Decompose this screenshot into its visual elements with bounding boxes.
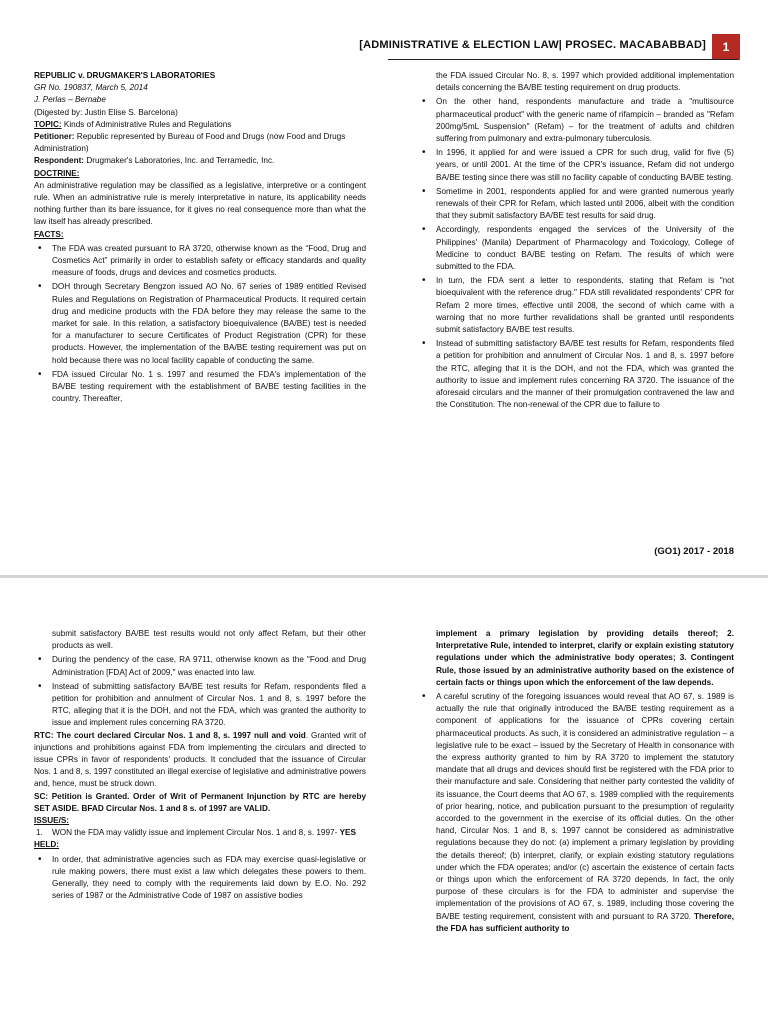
topic-line [34,119,366,131]
held-analysis-text: A careful scrutiny of the foregoing issuances would reveal that AO 67, s. 1989 is actually the rule that originally introduced the BA/BE testing requirement as a component of applications for the issuance of CPRs covering certain pharmaceutical products. As such, it is considered an administrative regulation – a legislative rule to be exact – issued by the Secretary of Health in consonance with the express authority granted to him by RA 3720 to implement the statutory mandate that all drugs and devices should first be registered with the FDA prior to their manufacture and sale. Considering that neither party contested the validity of its issuance, the Court deems that AO 67, s. 1989 complied with the requirements of prior hearing, notice, and publication pursuant to the presumption of regularity accorded to the government in the exercise of its official duties. On the other hand, Circular Nos. 1 and 8, s. 1997 cannot be considered as administrative regulations because they do not: (a) implement a primary legislation by providing the details thereof; (b) interpret, clarify, or explain existing statutory regulations under which the FDA operates; and/or (c) ascertain the existence of certain facts or things upon which the enforcement of RA 3720 depends. In fact, the only purpose of these circulars is for the FDA to administer and supervise the implementation of the provisions of AO 67, s. 1989, including those covering the BA/BE testing requirement, consistent with and pursuant to RA 3720. [436,692,734,921]
page2-left-column [34,628,366,902]
petitioner-label: Petitioner: [34,132,75,142]
list-item: • Instead of submitting satisfactory BA/BE test results for Refam, respondents filed a petition for prohibition and annulment of Circular Nos. 1 and 8, s. 1997 before the RTC, alleging that it is the DOH, and not the FDA, which was granted the authority to issue and implement rules concerning RA 3720. The issuance of the aforesaid circulars and the manner of their promulgation contravened the law and the Constitution. The non-renewal of the CPR due to failure to [418,338,734,411]
topic-label: TOPIC: [34,119,62,129]
list-item [418,691,734,935]
respondent-line [34,155,366,167]
petitioner-text: Republic represented by Bureau of Food and Drugs (now Food and Drugs Administration) [34,132,346,154]
held-list [34,854,366,903]
held-heading: HELD: [34,840,60,850]
case-gr-number: GR No. 190837, March 5, 2014 [34,83,148,93]
facts-heading: FACTS: [34,229,64,239]
issue-text: WON the FDA may validly issue and implement Circular Nos. 1 and 8, s. 1997- [52,828,340,838]
held-list-continued [418,691,734,935]
list-item: • Accordingly, respondents engaged the services of the University of the Philippines' (Manila) Department of Pharmacology and Toxicology, College of Medicine to conduct BA/BE testing on Refam. The results of which were submitted to the FDA. [418,224,734,273]
case-title: REPUBLIC v. DRUGMAKER'S LABORATORIES [34,71,216,80]
list-item [34,827,366,839]
list-item: • During the pendency of the case, RA 9711, otherwise known as the "Food and Drug Administration [FDA] Act of 2009," was enacted into law. [34,654,366,678]
page1-right-column [418,70,734,411]
rtc-label: RTC: The court declared Circular Nos. 1 and 8, s. 1997 null and void [34,730,306,740]
rtc-text: . Granted writ of injunctions and prohibitions against FDA from implementing the circulars and directed to issue CPRs in favor of respondents' products. It concluded that the issuance of Circular Nos. 1 and 8, s. 1997 constituted an illegal exercise of legislative and administrative powers and, hence, must be struck down. [34,730,366,789]
facts-list-p2 [34,654,366,729]
respondent-label: Respondent: [34,156,85,166]
page1-left-column [34,70,366,405]
topic-text: Kinds of Administrative Rules and Regulations [61,119,232,129]
sc-ruling: SC: Petition is Granted. Order of Writ of Permanent Injunction by RTC are hereby SET ASIDE. BFAD Circular Nos. 1 and 8 s. of 1997 are VALID. [34,791,366,813]
doctrine-heading: DOCTRINE: [34,168,80,178]
list-item: • In 1996, it applied for and were issued a CPR for such drug, valid for five (5) years, or until 2001. At the time of the CPR's issuance, Refam did not undergo BA/BE testing since there was still no facility capable of conducting BA/BE testing. [418,147,734,184]
facts-list [34,243,366,406]
petitioner-line [34,131,366,155]
rtc-ruling [34,730,366,791]
document-page-2 [0,578,768,1024]
list-item: • DOH through Secretary Bengzon issued AO No. 67 series of 1989 entitled Revised Rules and Regulations on Registration of Pharmaceutical Products. It required certain drug and medicine products with the FDA before they may release the same to the market for sale. In this relation, a satisfactory bioequivalence (BA/BE) test is needed for a manufacturer to secure Certificates of Product Registration (CPR) for these products. However, the implementation of the BA/BE testing requirement was put on hold because there was no local facility capable of conducting the same. [34,281,366,366]
held-kinds-of-rules: implement a primary legislation by providing details thereof; 2. Interpretative Rule, intended to interpret, clarify or explain existing statutory regulations under which the administrative body operates; 3. Contingent Rule, those issued by an administrative authority based on the existence of certain facts or things upon which the enforcement of the law depends. [436,629,734,687]
header-rule [388,59,738,60]
list-item: • Instead of submitting satisfactory BA/BE test results for Refam, respondents filed a petition for prohibition and annulment of Circular Nos. 1 and 8, s. 1997 before the RTC, alleging that it is the DOH, and not the FDA, which was granted the authority to issue and implement rules concerning RA 3720. [34,681,366,730]
issues-list [34,827,366,839]
respondent-text: Drugmaker's Laboratories, Inc. and Terramedic, Inc. [84,156,275,166]
page-number-badge: 1 [712,34,740,60]
list-item: • The FDA was created pursuant to RA 3720, otherwise known as the “Food, Drug and Cosmetics Act” primarily in order to establish safety or efficacy standards and quality measure of foods, drugs and devices and cosmetics products. [34,243,366,280]
list-item: • On the other hand, respondents manufacture and trade a "multisource pharmaceutical product" with the generic name of rifampicin – branded as "Refam 200mg/5mL Suspension" (Refam) – for the treatment of adults and children suffering from pulmonary and extra-pulmonary tuberculosis. [418,96,734,145]
facts-continuation-p2: submit satisfactory BA/BE test results would not only affect Refam, but their other products as well. [52,629,366,651]
page-header [0,34,768,60]
doctrine-text: An administrative regulation may be classified as a legislative, interpretive or a contingent rule. When an administrative rule is merely interpretative in nature, its applicability needs nothing further than its bare issuance, for it gives no real consequence more than what the law itself has already prescribed. [34,180,366,227]
issue-answer: YES [339,828,356,838]
held-conclusion-text: Therefore, the FDA has sufficient authority to [436,911,734,933]
header-title: [ADMINISTRATIVE & ELECTION LAW| PROSEC. MACABABBAD] [359,39,706,51]
case-digested-by: (Digested by: Justin Elise S. Barcelona) [34,107,178,117]
list-item: • In order, that administrative agencies such as FDA may exercise quasi-legislative or rule making powers, there must exist a law which delegates these powers to them. Generally, they need to comply with the requirements laid down by E.O. No. 292 series of 1987 or the Administrative Code of 1987 on assistive bodies [34,854,366,903]
list-item: • FDA issued Circular No. 1 s. 1997 and resumed the FDA's implementation of the BA/BE testing requirement with the establishment of BA/BE testing facilities in the country. Thereafter, [34,369,366,406]
list-item: • Sometime in 2001, respondents applied for and were granted numerous yearly renewals of their CPR for Refam, which lasted until 2006, albeit with the condition that they submit satisfactory BA/BE test results for said drug. [418,186,734,223]
page2-right-column [418,628,734,935]
facts-list-continued [418,96,734,411]
issue-number: 1. [36,828,43,838]
page-footer: (GO1) 2017 - 2018 [654,546,734,557]
case-ponente: J. Perlas – Bernabe [34,95,106,105]
facts-continuation: the FDA issued Circular No. 8, s. 1997 which provided additional implementation details concerning the BA/BE testing requirement on drug products. [436,71,734,93]
list-item: • In turn, the FDA sent a letter to respondents, stating that Refam is "not bioequivalent with the reference drug." FDA still revalidated respondents' CPR for Refam 2 more times, effective until 2008, the second of which came with a warning that no more further revalidations shall be granted until respondents submit satisfactory BA/BE test results. [418,275,734,336]
issues-heading: ISSUE/S: [34,816,70,826]
